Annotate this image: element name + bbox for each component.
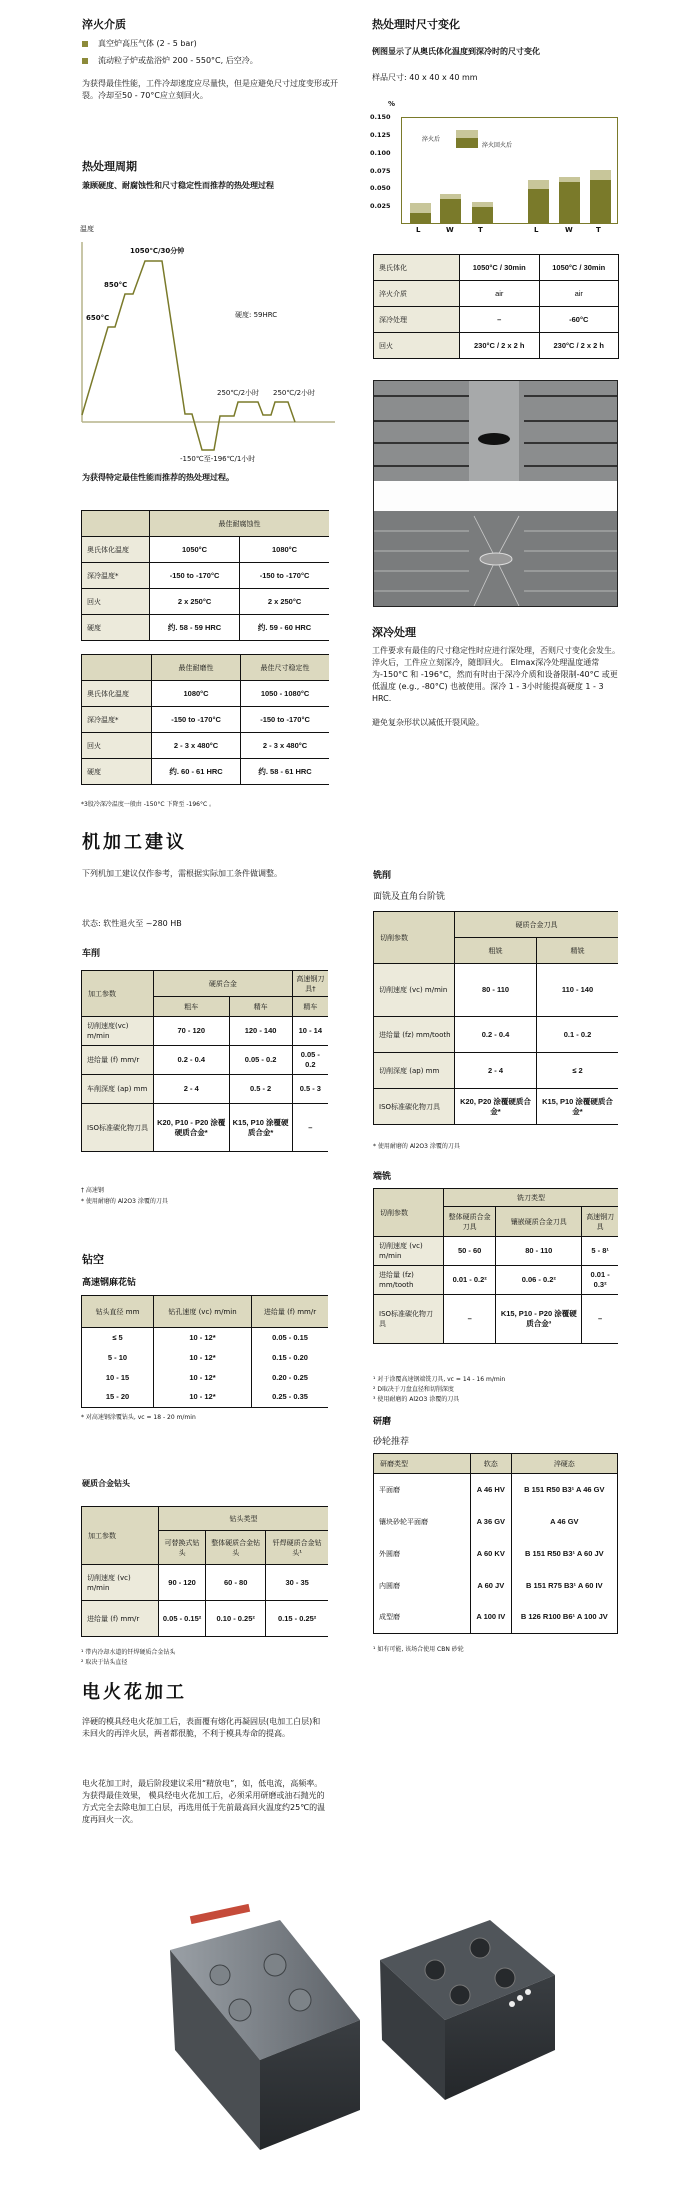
dimension-change-chart bbox=[370, 100, 630, 240]
x-tick-label: T bbox=[596, 226, 601, 234]
footnote: * 使用耐磨的 Al2O3 涂覆的刀具 bbox=[81, 1198, 168, 1205]
body-text: 工件要求有最佳的尺寸稳定性时应进行深处理，否则尺寸变化会发生。 bbox=[372, 646, 620, 655]
grinding-title: 研磨 bbox=[373, 1417, 392, 1427]
end-milling-table: 切削参数 铣刀类型 整体硬质合金刀具 镶嵌硬质合金刀具 高速钢刀具 切削速度 (vc) m/min 50 - 60 80 - 110 5 - 8¹ 进给量 (fz) mm/tooth 0.01 - 0.2² 0.06 - 0.2² 0.01 - 0.3² ISO标准碳化物刀具 – K15, P10 - P20 涂覆硬质合金³ – bbox=[373, 1188, 618, 1344]
bar-temper bbox=[440, 199, 461, 223]
machining-title: 机加工建议 bbox=[82, 832, 187, 853]
y-tick-label: 0.125 bbox=[370, 130, 391, 139]
dimension-change-section bbox=[372, 16, 622, 84]
step-label: 850°C bbox=[104, 281, 128, 289]
peak-label: 1050℃/30分钟 bbox=[130, 247, 185, 255]
chart-description: 例图显示了从奥氏体化温度到深冷时的尺寸变化 bbox=[372, 47, 540, 56]
y-axis-unit: % bbox=[388, 100, 396, 108]
plot-area bbox=[401, 117, 618, 224]
diagram-caption: 为获得特定最佳性能而推荐的热处理过程。 bbox=[82, 473, 234, 482]
machining-intro: 下列机加工建议仅作参考，需根据实际加工条件做调整。 bbox=[82, 869, 282, 878]
footnote: * 对高速钢涂覆钻头, vc = 18 - 20 m/min bbox=[81, 1414, 196, 1421]
x-tick-label: W bbox=[565, 226, 573, 234]
body-text: 为获得最佳性能，工件冷却速度应尽量快，但是应避免尺寸过度变形或开裂。冷却至50 - 70°C应立刻回火。 bbox=[82, 79, 338, 100]
footnote: † 高速钢 bbox=[81, 1187, 104, 1194]
section-title: 深冷处理 bbox=[372, 626, 416, 639]
x-tick-label: W bbox=[446, 226, 454, 234]
heat-cycle-section bbox=[82, 158, 347, 192]
grinding-table: 研磨类型 软态 淬硬态 平面磨 A 46 HV B 151 R50 B3¹ A 46 GV 镶块砂轮平面磨 A 36 GV A 46 GV 外圆磨 A 60 KV B 151 R50 B3¹ A 60 JV 内圆磨 A 60 JV B 151 R75 B3¹ A 60 IV 成型磨 A 100 IV B 126 R100 B6¹ A 100 JV bbox=[373, 1453, 618, 1634]
end-milling-title: 端铣 bbox=[373, 1172, 392, 1182]
y-tick-label: 0.100 bbox=[370, 148, 391, 157]
body-text: 淬火后，工件应立刻深冷，随即回火。 Elmax深冷处理温度通常为-150°C 和 -196°C，然而有时由于深冷介质和设备限制-40°C 或更低温度 (e.g., -80°C) 也被使用。深冷 1 - 3小时能提高硬度 1 - 3 HRC. bbox=[372, 658, 618, 703]
square-bullet-icon bbox=[82, 41, 88, 47]
footnote: ¹ 如有可能, 该场合使用 CBN 砂轮 bbox=[373, 1646, 464, 1653]
y-tick-label: 0.150 bbox=[370, 113, 391, 121]
drilling-subtitle: 高速钢麻花钻 bbox=[82, 1278, 137, 1288]
grinding-subtitle: 砂轮推荐 bbox=[373, 1437, 410, 1447]
section-title: 淬火介质 bbox=[82, 18, 126, 31]
carbide-drill-title: 硬质合金钻头 bbox=[82, 1479, 130, 1488]
milling-title: 铣削 bbox=[373, 871, 392, 881]
process-table: 奥氏体化 1050°C / 30min 1050°C / 30min 淬火介质 air air 深冷处理 – -60°C 回火 230°C / 2 x 2 h 230°C / 2 x 2 h bbox=[373, 254, 619, 359]
sample-size: 样品尺寸: 40 x 40 x 40 mm bbox=[372, 73, 478, 82]
bullet-item: 真空炉高压气体 (2 - 5 bar) bbox=[82, 38, 347, 49]
edm-title: 电火花加工 bbox=[82, 1682, 187, 1703]
bar-temper bbox=[528, 189, 549, 223]
footnote: *3股冷深冷温度一般由 -150°C 下降至 -196°C 。 bbox=[81, 801, 216, 808]
turning-title: 车削 bbox=[82, 949, 101, 959]
mold-photo bbox=[160, 1900, 580, 2160]
section-title: 热处理周期 bbox=[82, 160, 137, 173]
wear-table: 最佳耐磨性 最佳尺寸稳定性 奥氏体化温度 1080°C 1050 - 1080°C 深冷温度* -150 to -170°C -150 to -170°C 回火 2 - 3 x 480°C 2 - 3 x 480°C 硬度 约. 60 - 61 HRC 约. 58 - 61 HRC bbox=[81, 654, 329, 785]
x-tick-label: L bbox=[416, 226, 421, 234]
body-text: 避免复杂形状以减低开裂风险。 bbox=[372, 718, 484, 727]
drilling-title: 钻空 bbox=[82, 1253, 104, 1266]
turning-table: 加工参数 硬质合金 高速钢刀具† 粗车 精车 精车 切削速度(vc) m/min 70 - 120 120 - 140 10 - 14 进给量 (f) mm/r 0.2 - 0.4 0.05 - 0.2 0.05 - 0.2 车削深度 (ap) mm 2 - 4 0.5 - 2 0.5 - 3 ISO标准碳化物刀具 K20, P10 - P20 涂覆硬质合金* K15, P10 涂覆硬质合金* – bbox=[81, 970, 328, 1152]
footnote: ¹ 对于涂覆高速钢端铣刀具, vc = 14 - 16 m/min bbox=[373, 1376, 506, 1383]
hardness-label: 硬度: 59HRC bbox=[235, 311, 278, 319]
bar-temper bbox=[472, 207, 493, 223]
quench-media-section bbox=[82, 16, 347, 102]
deep-cooling-section bbox=[372, 624, 622, 729]
bullet-item: 流动粒子炉或盐浴炉 200 - 550°C, 后空冷。 bbox=[82, 55, 347, 66]
footnote: ² 取决于钻头直径 bbox=[81, 1659, 128, 1666]
legend-temper-label: 淬火回火后 bbox=[482, 142, 513, 149]
legend bbox=[456, 130, 478, 148]
x-tick-label: L bbox=[534, 226, 539, 234]
machining-state: 状态: 软性退火至 ~280 HB bbox=[82, 919, 182, 928]
temper-label: 250℃/2小时 bbox=[273, 389, 316, 397]
y-tick-label: 0.050 bbox=[370, 184, 391, 193]
footnote: ³ 使用耐磨的 Al2O3 涂覆的刀具 bbox=[373, 1396, 460, 1403]
footnote: * 使用耐磨的 Al2O3 涂覆的刀具 bbox=[373, 1143, 460, 1150]
x-axis-labels bbox=[401, 226, 618, 238]
carbide-drill-table: 加工参数 钻头类型 可替换式钻头 整体硬质合金钻头 钎焊硬质合金钻头¹ 切削速度 (vc) m/min 90 - 120 60 - 80 30 - 35 进给量 (f) mm/r 0.05 - 0.15² 0.10 - 0.25² 0.15 - 0.25² bbox=[81, 1506, 328, 1637]
step-label: 650°C bbox=[86, 314, 110, 322]
footnote: ¹ 带内冷却水道的钎焊硬质合金钻头 bbox=[81, 1649, 176, 1656]
footnote: ² D取决于刀盘直径和切削深度 bbox=[373, 1386, 454, 1393]
y-axis-label: 温度 bbox=[80, 225, 94, 233]
bar-temper bbox=[590, 180, 611, 224]
heat-cycle-diagram bbox=[80, 222, 340, 462]
cryo-label: -150℃至-196℃/1小时 bbox=[180, 455, 256, 463]
bar-temper bbox=[559, 182, 580, 223]
x-tick-label: T bbox=[478, 226, 483, 234]
milling-table: 切削参数 硬质合金刀具 粗铣 精铣 切削速度 (vc) m/min 80 - 110 110 - 140 进给量 (fz) mm/tooth 0.2 - 0.4 0.1 - 0.2 切削深度 (ap) mm 2 - 4 ≤ 2 ISO标准碳化物刀具 K20, P20 涂覆硬质合金* K15, P10 涂覆硬质合金* bbox=[373, 911, 618, 1125]
drilling-table: 钻头直径 mm 钻孔速度 (vc) m/min 进给量 (f) mm/r ≤ 5 10 - 12* 0.05 - 0.15 5 - 10 10 - 12* 0.15 - 0.20 10 - 15 10 - 12* 0.20 - 0.25 15 - 20 10 - 12* 0.25 - 0.35 bbox=[81, 1295, 328, 1408]
mold-plates-photo bbox=[373, 380, 618, 607]
y-axis-ticks bbox=[370, 100, 398, 240]
bar-temper bbox=[410, 213, 431, 223]
square-bullet-icon bbox=[82, 58, 88, 64]
y-tick-label: 0.025 bbox=[370, 202, 391, 211]
subtitle: 兼顾硬度、耐腐蚀性和尺寸稳定性而推荐的热处理过程 bbox=[82, 181, 274, 190]
section-title: 热处理时尺寸变化 bbox=[372, 18, 460, 31]
edm-body: 电火花加工时，最后阶段建议采用“精放电”，如，低电流，高频率。为获得最佳效果， 模具经电火花加工后，必须采用研磨或油石抛光的方式完全去除电加工白层，再选用低于先前最高回火温度约25℃的温度再回火一次。 bbox=[82, 1779, 326, 1824]
temper-label: 250℃/2小时 bbox=[217, 389, 260, 397]
legend-quench-label: 淬火后 bbox=[422, 136, 441, 143]
corrosion-table: 最佳耐腐蚀性 奥氏体化温度 1050°C 1080°C 深冷温度* -150 to -170°C -150 to -170°C 回火 2 x 250°C 2 x 250°C 硬度 约. 58 - 59 HRC 约. 59 - 60 HRC bbox=[81, 510, 329, 641]
y-tick-label: 0.075 bbox=[370, 166, 391, 175]
edm-body: 淬硬的模具经电火花加工后，表面覆有熔化再凝固层(电加工白层)和未回火的再淬火层，两者都很脆，不利于模具寿命的提高。 bbox=[82, 1717, 321, 1738]
milling-subtitle: 面铣及直角台阶铣 bbox=[373, 892, 446, 902]
